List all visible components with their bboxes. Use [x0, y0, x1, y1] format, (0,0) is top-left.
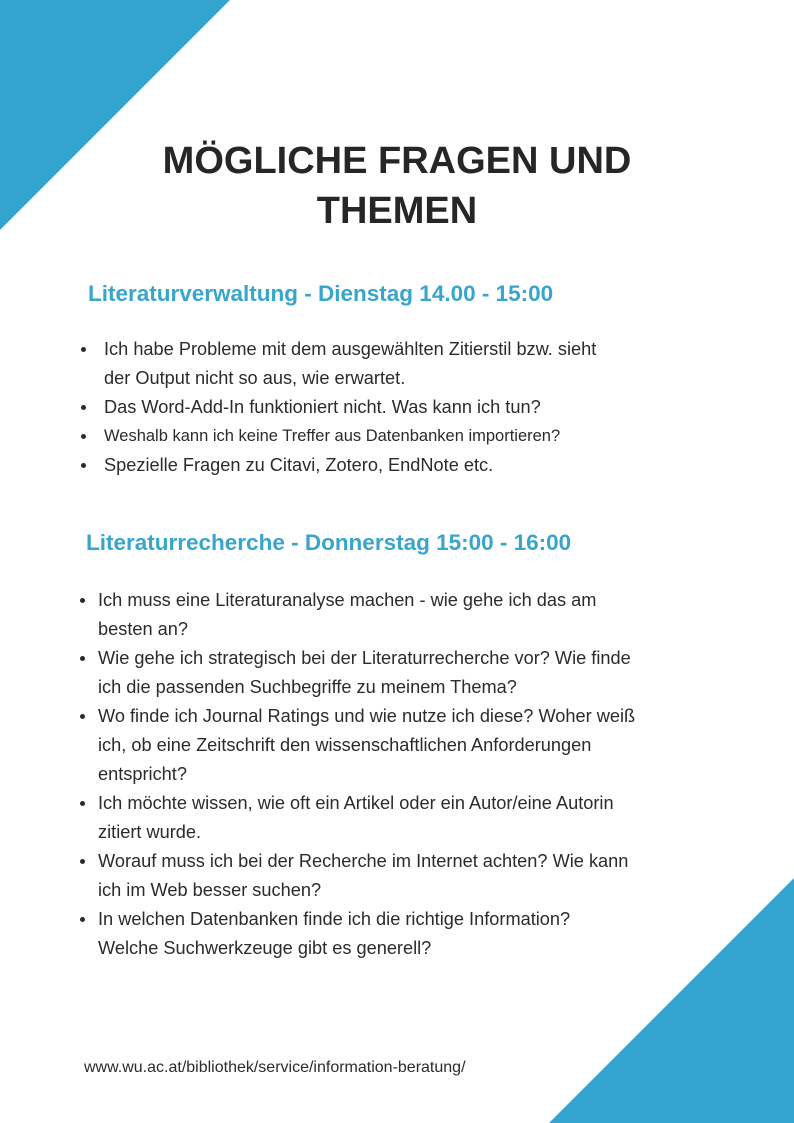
list-item-line: Wie gehe ich strategisch bei der Literaturrecherche vor? Wie finde: [98, 648, 631, 668]
list-item-line: Ich muss eine Literaturanalyse machen - wie gehe ich das am: [98, 590, 597, 610]
list-item: [104, 451, 704, 480]
list-item-line: Wo finde ich Journal Ratings und wie nutze ich diese? Woher weiß: [98, 706, 636, 726]
list-item-line: Spezielle Fragen zu Citavi, Zotero, EndNote etc.: [104, 455, 494, 475]
list-item: [98, 702, 718, 789]
list-item-line: Weshalb kann ich keine Treffer aus Datenbanken importieren?: [104, 427, 561, 445]
list-item-line: Ich habe Probleme mit dem ausgewählten Zitierstil bzw. sieht: [104, 339, 597, 359]
list-item: [98, 644, 718, 702]
list-item-line: ich die passenden Suchbegriffe zu meinem Thema?: [98, 677, 517, 697]
list-item-line: Ich möchte wissen, wie oft ein Artikel oder ein Autor/eine Autorin: [98, 793, 614, 813]
section-heading-literaturrecherche: Literaturrecherche - Donnerstag 15:00 - 16:00: [86, 530, 572, 555]
list-item-line: zitiert wurde.: [98, 822, 202, 842]
list-item: [104, 422, 704, 451]
page-title: [0, 136, 794, 236]
list-item: [98, 586, 718, 644]
footer-url-link[interactable]: www.wu.ac.at/bibliothek/service/information-beratung/: [84, 1059, 466, 1076]
section-heading-literaturverwaltung: Literaturverwaltung - Dienstag 14.00 - 15:00: [88, 281, 554, 306]
list-item-line: ich, ob eine Zeitschrift den wissenschaftlichen Anforderungen: [98, 735, 592, 755]
list-item-line: Welche Suchwerkzeuge gibt es generell?: [98, 938, 432, 958]
question-list-literaturrecherche: [98, 586, 718, 963]
list-item-line: ich im Web besser suchen?: [98, 880, 322, 900]
question-list-literaturverwaltung: [104, 335, 704, 480]
list-item-line: Das Word-Add-In funktioniert nicht. Was kann ich tun?: [104, 397, 541, 417]
list-item: [98, 847, 718, 905]
list-item-line: besten an?: [98, 619, 189, 639]
list-item-line: entspricht?: [98, 764, 187, 784]
list-item: [98, 789, 718, 847]
list-item: [104, 393, 704, 422]
page-title-line-2: THEMEN: [316, 190, 478, 232]
list-item-line: der Output nicht so aus, wie erwartet.: [104, 368, 406, 388]
list-item: [104, 335, 704, 393]
list-item: [98, 905, 718, 963]
page-title-line-1: MÖGLICHE FRAGEN UND: [162, 140, 632, 182]
list-item-line: In welchen Datenbanken finde ich die richtige Information?: [98, 909, 571, 929]
list-item-line: Worauf muss ich bei der Recherche im Internet achten? Wie kann: [98, 851, 629, 871]
